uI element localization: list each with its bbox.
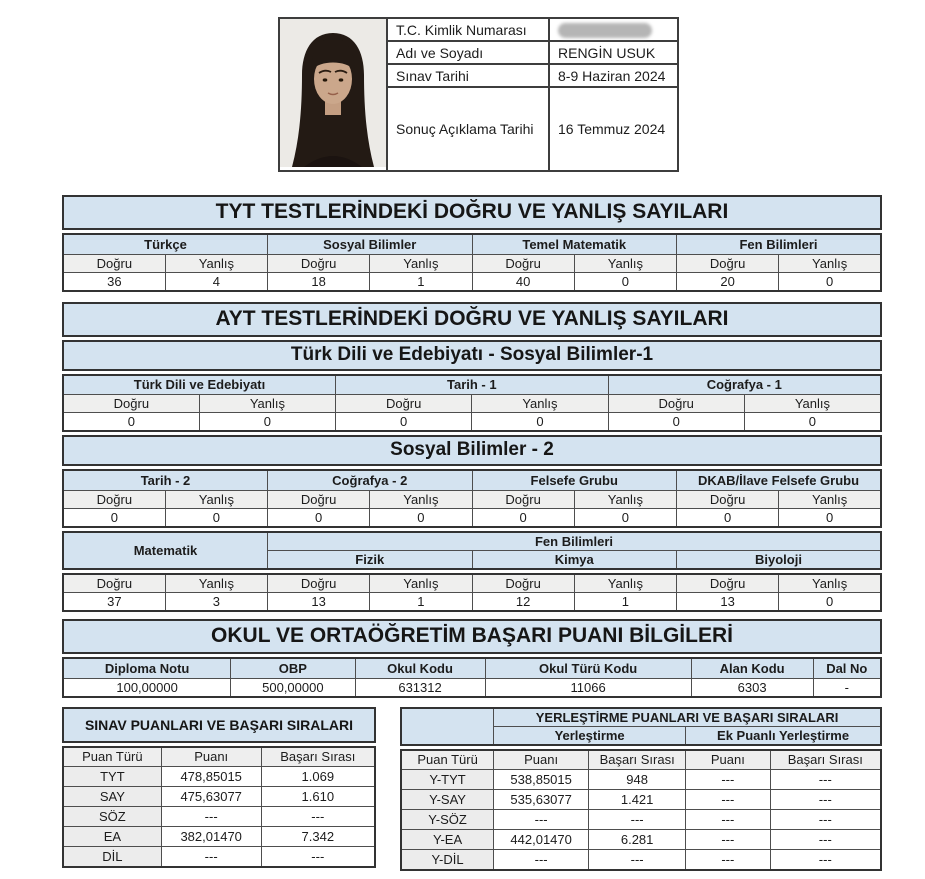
- rank-cell: 7.342: [261, 827, 375, 847]
- ayt-group-header: Felsefe Grubu: [472, 470, 677, 490]
- correct-label: Doğru: [268, 254, 370, 272]
- correct-label: Doğru: [472, 254, 574, 272]
- wrong-label: Yanlış: [165, 574, 267, 593]
- table-row: [63, 787, 375, 807]
- placement-group-header: Yerleştirme: [494, 726, 686, 745]
- correct-value: 0: [63, 413, 199, 432]
- score-cell: ---: [494, 810, 589, 830]
- correct-value: 0: [63, 508, 165, 527]
- score-cell: ---: [494, 850, 589, 870]
- extra-rank-cell: ---: [770, 770, 881, 790]
- ayt-group-header: Türk Dili ve Edebiyatı: [63, 375, 336, 395]
- wrong-label: Yanlış: [370, 574, 472, 593]
- table-row: [401, 770, 881, 790]
- wrong-value: 0: [779, 593, 881, 612]
- wrong-label: Yanlış: [574, 490, 676, 508]
- row-label: TYT: [63, 767, 161, 787]
- score-cell: 535,63077: [494, 790, 589, 810]
- placement-scores-table: [400, 749, 882, 871]
- correct-value: 0: [268, 508, 370, 527]
- correct-label: Doğru: [268, 574, 370, 593]
- column-header-field-code: Alan Kodu: [691, 658, 813, 678]
- correct-label: Doğru: [63, 395, 199, 413]
- wrong-label: Yanlış: [574, 254, 676, 272]
- school-info-section: [62, 619, 882, 698]
- score-cell: 478,85015: [161, 767, 261, 787]
- wrong-value: 1: [370, 272, 472, 291]
- school-code-value: 631312: [355, 678, 485, 697]
- id-value-announce-date: 16 Temmuz 2024: [549, 87, 678, 171]
- obp-value: 500,00000: [231, 678, 355, 697]
- score-cell: ---: [161, 807, 261, 827]
- extra-score-cell: ---: [686, 830, 770, 850]
- extra-rank-cell: ---: [770, 830, 881, 850]
- correct-value: 0: [677, 508, 779, 527]
- subject-header-physics: Fizik: [268, 550, 473, 569]
- rank-cell: 1.610: [261, 787, 375, 807]
- wrong-value: 4: [165, 272, 267, 291]
- table-row: [401, 810, 881, 830]
- extra-rank-cell: ---: [770, 790, 881, 810]
- correct-label: Doğru: [268, 490, 370, 508]
- row-label: Y-SÖZ: [401, 810, 494, 830]
- wrong-label: Yanlış: [472, 395, 608, 413]
- school-info-table: [62, 657, 882, 698]
- ayt-section: [62, 302, 882, 613]
- wrong-value: 1: [370, 593, 472, 612]
- row-label: Y-EA: [401, 830, 494, 850]
- correct-label: Doğru: [472, 574, 574, 593]
- wrong-value: 1: [574, 593, 676, 612]
- id-label-name: Adı ve Soyadı: [387, 41, 549, 64]
- ayt-title: AYT TESTLERİNDEKİ DOĞRU VE YANLIŞ SAYILARI: [62, 302, 882, 337]
- exam-scores-title: SINAV PUANLARI VE BAŞARI SIRALARI: [62, 707, 376, 743]
- column-header-extra-rank: Başarı Sırası: [770, 750, 881, 770]
- field-code-value: 6303: [691, 678, 813, 697]
- wrong-value: 0: [370, 508, 472, 527]
- row-label: EA: [63, 827, 161, 847]
- wrong-label: Yanlış: [370, 490, 472, 508]
- table-row: [63, 827, 375, 847]
- tyt-group-header: Sosyal Bilimler: [268, 234, 473, 254]
- id-label-exam-date: Sınav Tarihi: [387, 64, 549, 87]
- rank-cell: 1.069: [261, 767, 375, 787]
- table-row: [63, 767, 375, 787]
- correct-label: Doğru: [677, 490, 779, 508]
- correct-label: Doğru: [472, 490, 574, 508]
- column-header-branch-no: Dal No: [813, 658, 881, 678]
- correct-value: 36: [63, 272, 165, 291]
- wrong-value: 0: [574, 272, 676, 291]
- wrong-value: 3: [165, 593, 267, 612]
- subject-header-chemistry: Kimya: [472, 550, 677, 569]
- extra-rank-cell: ---: [770, 810, 881, 830]
- wrong-value: 0: [744, 413, 881, 432]
- rank-cell: ---: [261, 807, 375, 827]
- correct-value: 12: [472, 593, 574, 612]
- row-label: SAY: [63, 787, 161, 807]
- ayt-group-header: Coğrafya - 1: [608, 375, 881, 395]
- id-value-tc-no: [549, 18, 678, 41]
- wrong-value: 0: [574, 508, 676, 527]
- correct-value: 13: [268, 593, 370, 612]
- score-cell: 382,01470: [161, 827, 261, 847]
- id-value-name: RENGİN USUK: [549, 41, 678, 64]
- tyt-group-header: Fen Bilimleri: [677, 234, 882, 254]
- column-header-score: Puanı: [494, 750, 589, 770]
- row-label: SÖZ: [63, 807, 161, 827]
- column-header-rank: Başarı Sırası: [589, 750, 686, 770]
- wrong-value: 0: [199, 413, 335, 432]
- table-row: [401, 850, 881, 870]
- row-label: DİL: [63, 847, 161, 867]
- table-row: [401, 790, 881, 810]
- scores-row: [62, 707, 882, 871]
- correct-label: Doğru: [63, 490, 165, 508]
- correct-value: 40: [472, 272, 574, 291]
- id-value-exam-date: 8-9 Haziran 2024: [549, 64, 678, 87]
- column-header-score: Puanı: [161, 747, 261, 767]
- placement-corner-cell: [401, 708, 494, 745]
- correct-value: 0: [336, 413, 472, 432]
- ayt-group-header: Coğrafya - 2: [268, 470, 473, 490]
- ayt-group-header: DKAB/İlave Felsefe Grubu: [677, 470, 882, 490]
- wrong-label: Yanlış: [165, 490, 267, 508]
- id-label-announce-date: Sonuç Açıklama Tarihi: [387, 87, 549, 171]
- wrong-label: Yanlış: [199, 395, 335, 413]
- correct-value: 20: [677, 272, 779, 291]
- wrong-label: Yanlış: [779, 490, 881, 508]
- column-header-school-code: Okul Kodu: [355, 658, 485, 678]
- correct-label: Doğru: [677, 574, 779, 593]
- science-title: Fen Bilimleri: [268, 532, 882, 551]
- column-header-extra-score: Puanı: [686, 750, 770, 770]
- placement-title: YERLEŞTİRME PUANLARI VE BAŞARI SIRALARI: [494, 708, 881, 727]
- extra-score-cell: ---: [686, 790, 770, 810]
- correct-value: 0: [608, 413, 744, 432]
- wrong-label: Yanlış: [165, 254, 267, 272]
- ayt-group-header: Tarih - 2: [63, 470, 268, 490]
- exam-scores-section: [62, 707, 376, 868]
- extra-score-cell: ---: [686, 810, 770, 830]
- rank-cell: 6.281: [589, 830, 686, 850]
- wrong-label: Yanlış: [779, 574, 881, 593]
- extra-rank-cell: ---: [770, 850, 881, 870]
- identity-card: [278, 17, 679, 172]
- tyt-table: [62, 233, 882, 292]
- math-group-header: Matematik: [63, 532, 268, 570]
- column-header-score-type: Puan Türü: [401, 750, 494, 770]
- wrong-value: 0: [165, 508, 267, 527]
- correct-value: 13: [677, 593, 779, 612]
- portrait-photo-placeholder: [280, 19, 386, 167]
- rank-cell: 948: [589, 770, 686, 790]
- ayt-math-science-header: [62, 531, 882, 571]
- placement-scores-section: [400, 707, 882, 871]
- score-cell: 538,85015: [494, 770, 589, 790]
- column-header-diploma: Diploma Notu: [63, 658, 231, 678]
- column-header-score-type: Puan Türü: [63, 747, 161, 767]
- row-label: Y-SAY: [401, 790, 494, 810]
- tyt-section: [62, 195, 882, 292]
- tyt-group-header: Türkçe: [63, 234, 268, 254]
- wrong-value: 0: [472, 413, 608, 432]
- tyt-group-header: Temel Matematik: [472, 234, 677, 254]
- school-info-title: OKUL VE ORTAÖĞRETİM BAŞARI PUANI BİLGİLERİ: [62, 619, 882, 654]
- column-header-school-type: Okul Türü Kodu: [485, 658, 691, 678]
- extra-score-cell: ---: [686, 770, 770, 790]
- placement-scores-header-table: [400, 707, 882, 746]
- score-cell: ---: [161, 847, 261, 867]
- wrong-label: Yanlış: [370, 254, 472, 272]
- rank-cell: 1.421: [589, 790, 686, 810]
- correct-label: Doğru: [336, 395, 472, 413]
- correct-label: Doğru: [63, 254, 165, 272]
- ayt-section2-table: [62, 469, 882, 528]
- extra-score-cell: ---: [686, 850, 770, 870]
- table-row: [401, 830, 881, 850]
- rank-cell: ---: [589, 810, 686, 830]
- subject-header-biology: Biyoloji: [677, 550, 882, 569]
- wrong-value: 0: [779, 508, 881, 527]
- redaction-blur: [558, 23, 652, 38]
- diploma-value: 100,00000: [63, 678, 231, 697]
- school-type-value: 11066: [485, 678, 691, 697]
- ayt-section2-title: Sosyal Bilimler - 2: [62, 435, 882, 466]
- id-label-tc-no: T.C. Kimlik Numarası: [387, 18, 549, 41]
- correct-label: Doğru: [608, 395, 744, 413]
- score-cell: 475,63077: [161, 787, 261, 807]
- student-photo: [279, 18, 387, 171]
- exam-scores-table: [62, 746, 376, 868]
- table-row: [63, 847, 375, 867]
- branch-no-value: -: [813, 678, 881, 697]
- wrong-label: Yanlış: [779, 254, 881, 272]
- column-header-rank: Başarı Sırası: [261, 747, 375, 767]
- ayt-section1-table: [62, 374, 882, 433]
- ayt-group-header: Tarih - 1: [336, 375, 609, 395]
- extra-placement-group-header: Ek Puanlı Yerleştirme: [686, 726, 881, 745]
- row-label: Y-TYT: [401, 770, 494, 790]
- row-label: Y-DİL: [401, 850, 494, 870]
- correct-value: 37: [63, 593, 165, 612]
- tyt-title: TYT TESTLERİNDEKİ DOĞRU VE YANLIŞ SAYILARI: [62, 195, 882, 230]
- correct-label: Doğru: [63, 574, 165, 593]
- correct-value: 0: [472, 508, 574, 527]
- correct-value: 18: [268, 272, 370, 291]
- wrong-value: 0: [779, 272, 881, 291]
- ayt-section1-title: Türk Dili ve Edebiyatı - Sosyal Bilimler-1: [62, 340, 882, 371]
- wrong-label: Yanlış: [744, 395, 881, 413]
- ayt-section3-values-table: [62, 573, 882, 612]
- rank-cell: ---: [589, 850, 686, 870]
- rank-cell: ---: [261, 847, 375, 867]
- correct-label: Doğru: [677, 254, 779, 272]
- column-header-obp: OBP: [231, 658, 355, 678]
- table-row: [63, 807, 375, 827]
- score-cell: 442,01470: [494, 830, 589, 850]
- wrong-label: Yanlış: [574, 574, 676, 593]
